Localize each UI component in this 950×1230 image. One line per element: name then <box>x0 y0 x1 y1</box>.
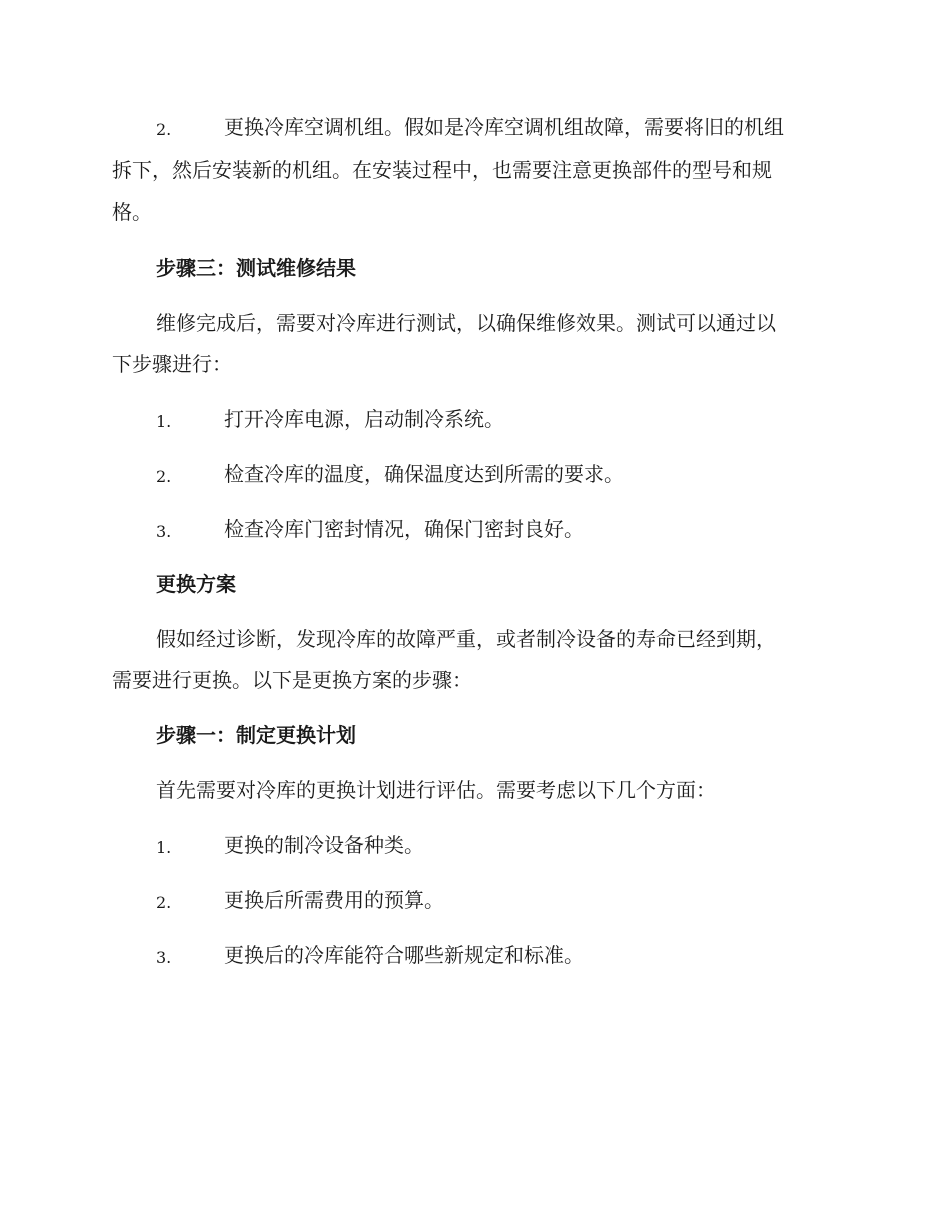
list-number: 1. <box>156 412 172 431</box>
paragraph-line: 格。 <box>112 200 152 224</box>
paragraph-line: 假如经过诊断，发现冷库的故障严重，或者制冷设备的寿命已经到期， <box>156 627 776 651</box>
list-number: 3. <box>156 948 172 967</box>
list-number: 3. <box>156 522 172 541</box>
list-number: 2. <box>156 467 172 486</box>
list-text: 更换的制冷设备种类。 <box>224 833 424 857</box>
list-text: 更换后的冷库能符合哪些新规定和标准。 <box>224 943 584 967</box>
paragraph-line: 需要进行更换。以下是更换方案的步骤： <box>112 668 472 692</box>
list-number: 2. <box>156 120 172 139</box>
list-number: 2. <box>156 893 172 912</box>
section-heading-step3: 步骤三：测试维修结果 <box>156 256 356 280</box>
paragraph-line: 下步骤进行： <box>112 352 232 376</box>
section-heading-step1: 步骤一：制定更换计划 <box>156 723 356 747</box>
paragraph-line: 维修完成后，需要对冷库进行测试，以确保维修效果。测试可以通过以 <box>156 311 776 335</box>
list-text: 打开冷库电源，启动制冷系统。 <box>224 407 504 431</box>
paragraph-line: 拆下，然后安装新的机组。在安装过程中，也需要注意更换部件的型号和规 <box>112 158 772 182</box>
list-text: 检查冷库门密封情况，确保门密封良好。 <box>224 517 584 541</box>
list-text: 检查冷库的温度，确保温度达到所需的要求。 <box>224 462 624 486</box>
section-heading-replace: 更换方案 <box>156 572 236 596</box>
list-text: 更换后所需费用的预算。 <box>224 888 444 912</box>
list-text: 更换冷库空调机组。假如是冷库空调机组故障，需要将旧的机组 <box>224 115 784 139</box>
paragraph-line: 首先需要对冷库的更换计划进行评估。需要考虑以下几个方面： <box>156 778 716 802</box>
list-number: 1. <box>156 838 172 857</box>
